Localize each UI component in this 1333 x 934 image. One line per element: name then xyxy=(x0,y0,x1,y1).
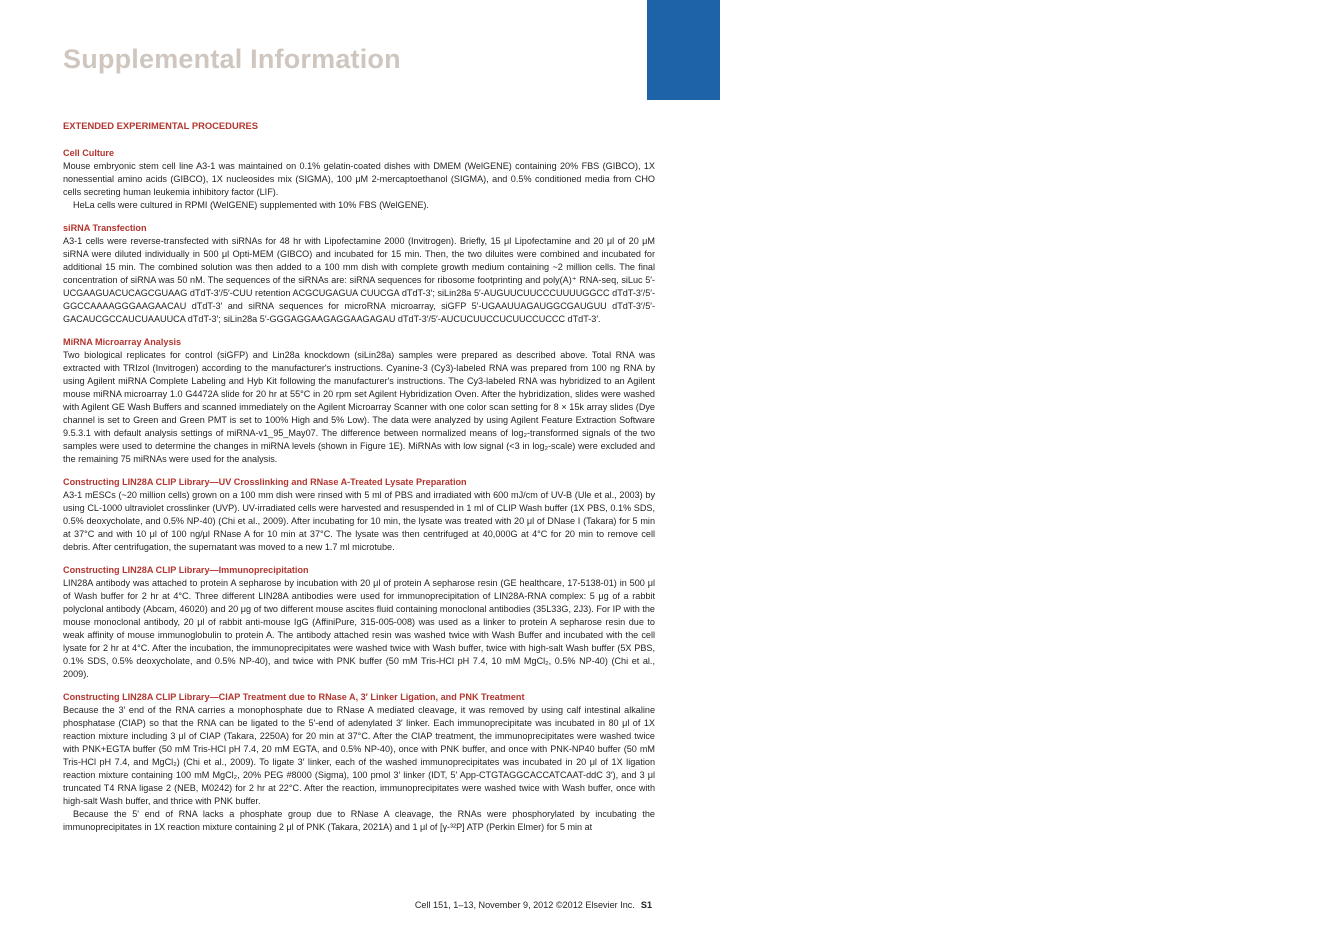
paragraph: HeLa cells were cultured in RPMI (WelGENE) supplemented with 10% FBS (WelGENE). xyxy=(73,200,429,210)
page-number: S1 xyxy=(640,900,652,910)
section-heading: siRNA Transfection xyxy=(63,223,147,233)
paragraph: Because the 5′ end of RNA lacks a phosphate group due to RNase A cleavage, the RNAs were phosphorylated by incubating the immunoprecipitates in 1X reaction mixture containing 2 μl of PNK (Takara, 2021A) and 1 μl of [γ-³²P] ATP (Perkin Elmer) for 5 min at xyxy=(63,809,655,832)
paragraph: Two biological replicates for control (siGFP) and Lin28a knockdown (siLin28a) samples were prepared as described above. Total RNA was extracted with TRIzol (Invitrogen) according to the manufacturer's instructions. Cyanine-3 (Cy3)-labeled RNA was prepared from 100 ng RNA by using Agilent miRNA Complete Labeling and Hyb Kit following the manufacturer's instructions. The Cy3-labeled RNA was hybridized to an Agilent mouse miRNA microarray 1.0 G4472A slide for 20 hr at 55°C in 20 rpm set Agilent Hybridization Oven. After the hybridization, slides were washed with Agilent GE Wash Buffers and scanned immediately on the Agilent Microarray Scanner with one color scan setting for 8 × 15k array slides (Dye channel is set to Green and Green PMT is set to 100% High and 5% Low). The data were analyzed by using Agilent Feature Extraction Software 9.5.3.1 with default analysis settings of miRNA-v1_95_May07. The difference between normalized means of log₂-transformed signals of the two samples were used to determine the changes in miRNA levels (shown in Figure 1E). MiRNAs with low signal (<3 in log₂-scale) were excluded and the remaining 75 miRNAs were used for the analysis. xyxy=(63,350,655,464)
journal-logo: Cell xyxy=(1303,44,1333,65)
section-sirna-transfection xyxy=(63,222,655,326)
section-heading: MiRNA Microarray Analysis xyxy=(63,337,182,347)
section-heading: Constructing LIN28A CLIP Library—CIAP Treatment due to RNase A, 3′ Linker Ligation, and PNK Treatment xyxy=(63,692,525,702)
section-heading: Constructing LIN28A CLIP Library—Immunoprecipitation xyxy=(63,565,309,575)
page-footer xyxy=(415,900,652,910)
section-clip-immunoprecipitation xyxy=(63,564,655,681)
section-cell-culture xyxy=(63,147,655,212)
section-heading: Constructing LIN28A CLIP Library—UV Crosslinking and RNase A-Treated Lysate Preparation xyxy=(63,477,467,487)
page-title: Supplemental Information xyxy=(63,44,401,74)
section-clip-uv-crosslinking xyxy=(63,476,655,554)
section-clip-ciap-ligation xyxy=(63,691,655,834)
paragraph: Because the 3′ end of the RNA carries a monophosphate due to RNase A mediated cleavage, it was removed by using calf intestinal alkaline phosphatase (CIAP) so that the RNA can be ligated to the 5′-end of adenylated 3′ linker. Each immunoprecipitate was incubated in 80 μl of 1X reaction mixture including 3 μl of CIAP (Takara, 2250A) for 20 min at 37°C. After the CIAP treatment, the immunoprecipitates were washed twice with PNK+EGTA buffer (50 mM Tris-HCl pH 7.4, 20 mM EGTA, and 0.5% NP-40), once with PNK buffer, and once with PNK-NP40 buffer (50 mM Tris-HCl pH 7.4, and MgCl₂) (Chi et al., 2009). To ligate 3′ linker, each of the washed immunoprecipitates was incubated in 20 μl of 1X ligation reaction mixture containing 100 mM MgCl₂, 20% PEG #8000 (Sigma), 100 pmol 3′ linker (IDT, 5′ App-CTGTAGGCACCATCAAT-ddC 3′), and 3 μl truncated T4 RNA ligase 2 (NEB, M0242) for 2 hr at 22°C. After the reaction, immunoprecipitates were washed twice with Wash buffer, once with high-salt Wash buffer, and thrice with PNK buffer. xyxy=(63,705,655,806)
section-mirna-microarray xyxy=(63,336,655,466)
journal-logo-badge xyxy=(647,0,1333,100)
paragraph: A3-1 cells were reverse-transfected with siRNAs for 48 hr with Lipofectamine 2000 (Invitrogen). Briefly, 15 μl Lipofectamine and 20 μl of 20 μM siRNA were diluted individually in 500 μl Opti-MEM (GIBCO) and incubated for 15 min. Then, the two diluites were combined and incubated for additional 15 min. The combined solution was then added to a 100 mm dish with complete growth medium containing ~2 million cells. The final concentration of siRNA was 50 nM. The sequences of the siRNAs are: siRNA sequences for ribosome footprinting and poly(A)⁺ RNA-seq, siLuc 5′-UCGAAGUACUCAGCGUAAG dTdT-3′/5′-CUU retention ACGCUGAGUA CUUCGA dTdT-3′; siLin28a 5′-AUGUUCUUCCCUUUUGGCC dTdT-3′/5′-GGCCAAAAGGGAAGAACAU dTdT-3′ and siRNA sequences for microRNA microarray, siGFP 5′-UGAAUUAGAUGGCGAUGUU dTdT-3′/5′-GACAUCGCCAUCUAAUUCA dTdT-3′; siLin28a 5′-GGGAGGAAGAGGAAGAGAU dTdT-3′/5′-AUCUCUUCCUCUUCCUCCC dTdT-3′. xyxy=(63,236,655,324)
footer-citation: Cell 151, 1–13, November 9, 2012 ©2012 Elsevier Inc. xyxy=(414,900,635,910)
paragraph: LIN28A antibody was attached to protein A sepharose by incubation with 20 μl of protein A sepharose resin (GE healthcare, 17-5138-01) in 500 μl of Wash buffer for 2 hr at 4°C. Three different LIN28A antibodies were used for immunoprecipitation of LIN28A-RNA complex: 5 μg of a rabbit polyclonal antibody (Abcam, 46020) and 20 μg of two different mouse ascites fluid containing monoclonal antibodies (35L33G, 2J3). For IP with the mouse monoclonal antibody, 20 μl of rabbit anti-mouse IgG (AffiniPure, 315-005-008) was used as a linker to protein A sepharose resin due to weak affinity of mouse immunoglobulin to protein A. The antibody attached resin was washed twice with Wash Buffer and incubated with the cell lysate for 2 hr at 4°C. After the incubation, the immunoprecipitates were washed twice with Wash buffer, twice with high-salt Wash buffer (5X PBS, 0.1% SDS, 0.5% deoxycholate, and 0.5% NP-40), and twice with PNK buffer (50 mM Tris-HCl pH 7.4, 10 mM MgCl₂, 0.5% NP-40) (Chi et al., 2009). xyxy=(63,578,655,679)
main-heading: EXTENDED EXPERIMENTAL PROCEDURES xyxy=(63,120,258,131)
document-body xyxy=(63,119,655,844)
paragraph: Mouse embryonic stem cell line A3-1 was maintained on 0.1% gelatin-coated dishes with DMEM (WelGENE) containing 20% FBS (GIBCO), 1X nonessential amino acids (GIBCO), 1X nucleosides mix (SIGMA), 100 μM 2-mercaptoethanol (SIGMA), and 0.5% conditioned media from CHO cells secreting human leukemia inhibitory factor (LIF). xyxy=(63,161,655,197)
paragraph: A3-1 mESCs (~20 million cells) grown on a 100 mm dish were rinsed with 5 ml of PBS and irradiated with 600 mJ/cm of UV-B (Ule et al., 2003) by using CL-1000 ultraviolet crosslinker (UVP). UV-irradiated cells were harvested and resuspended in 1 ml of CLIP Wash buffer (1X PBS, 0.1% SDS, 0.5% deoxycholate, and 0.5% NP-40) (Chi et al., 2009). After incubating for 10 min, the lysate was treated with 20 μl of DNase I (Takara) for 5 min at 37°C and with 10 μl of 100 ng/μl RNase A for 10 min at 37°C. The lysate was then centrifuged at 40,000G at 4°C for 20 min to remove cell debris. After centrifugation, the supernatant was moved to a new 1.7 ml microtube. xyxy=(63,490,655,552)
section-heading: Cell Culture xyxy=(63,148,115,158)
